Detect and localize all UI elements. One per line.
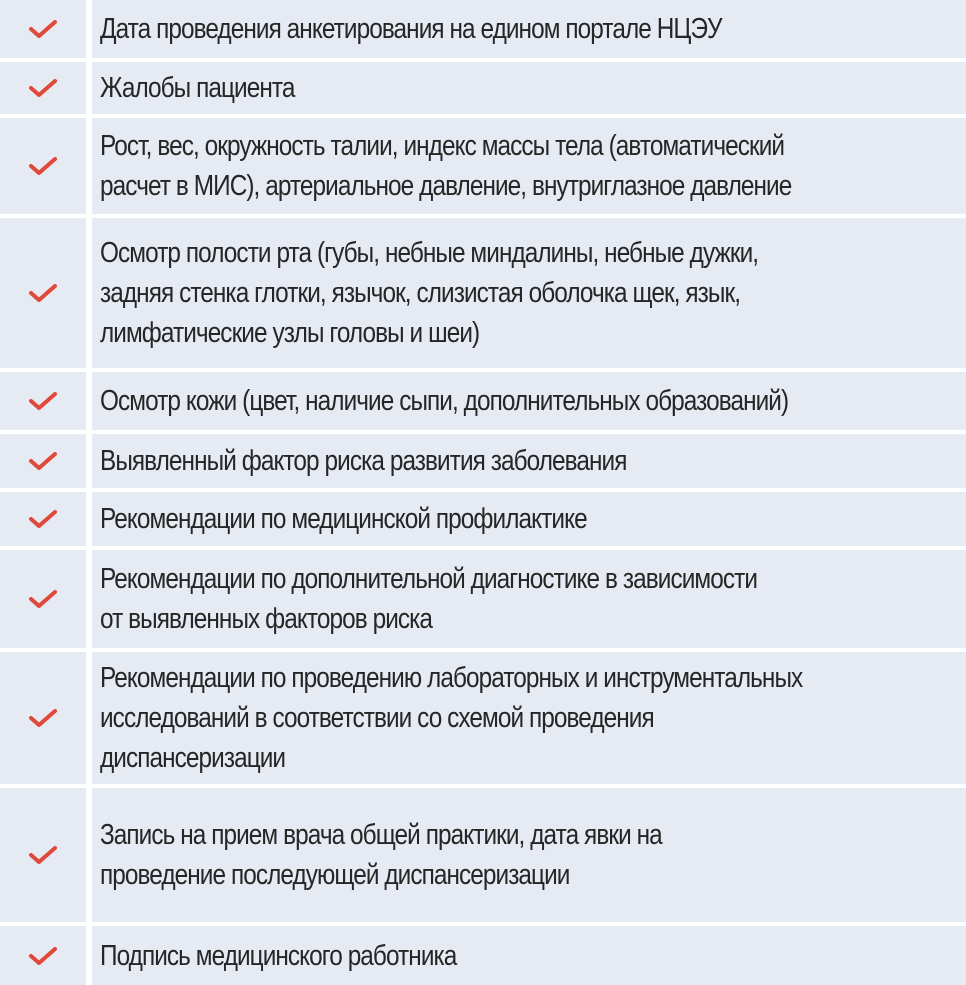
item-label: Рекомендации по проведению лабораторных и инструментальных исследований в соответствии со схемой проведения диспансеризации bbox=[100, 662, 803, 774]
list-item bbox=[0, 788, 966, 922]
check-mark-icon bbox=[28, 18, 58, 40]
item-text-cell bbox=[92, 218, 966, 368]
item-text-cell bbox=[92, 372, 966, 430]
item-label: Запись на прием врача общей практики, дата явки на проведение последующей диспансеризации bbox=[100, 819, 662, 891]
item-text-cell bbox=[92, 550, 966, 648]
item-label: Рост, вес, окружность талии, индекс массы тела (автоматический расчет в МИС), артериальное давление, внутриглазное давление bbox=[100, 130, 792, 202]
check-cell bbox=[0, 62, 86, 114]
check-mark-icon bbox=[28, 588, 58, 610]
check-cell bbox=[0, 788, 86, 922]
list-item bbox=[0, 492, 966, 546]
item-text-cell bbox=[92, 788, 966, 922]
list-item bbox=[0, 118, 966, 214]
check-cell bbox=[0, 434, 86, 488]
item-label: Дата проведения анкетирования на едином портале НЦЭУ bbox=[100, 13, 722, 45]
check-cell bbox=[0, 372, 86, 430]
check-cell bbox=[0, 492, 86, 546]
check-mark-icon bbox=[28, 155, 58, 177]
item-text-cell bbox=[92, 926, 966, 985]
check-mark-icon bbox=[28, 450, 58, 472]
list-item bbox=[0, 434, 966, 488]
item-text-cell bbox=[92, 652, 966, 784]
list-item bbox=[0, 926, 966, 985]
item-label: Выявленный фактор риска развития заболевания bbox=[100, 445, 627, 477]
item-label: Подпись медицинского работника bbox=[100, 939, 457, 972]
list-item bbox=[0, 550, 966, 648]
check-cell bbox=[0, 0, 86, 58]
check-mark-icon bbox=[28, 282, 58, 304]
list-item bbox=[0, 0, 966, 58]
item-text-cell bbox=[92, 0, 966, 58]
list-item bbox=[0, 372, 966, 430]
item-text-cell bbox=[92, 118, 966, 214]
item-label: Рекомендации по медицинской профилактике bbox=[100, 503, 587, 535]
item-label: Осмотр полости рта (губы, небные миндалины, небные дужки, задняя стенка глотки, язычок, слизистая оболочка щек, язык, лимфатические узлы головы и шеи) bbox=[100, 237, 759, 349]
check-cell bbox=[0, 652, 86, 784]
item-label: Жалобы пациента bbox=[100, 72, 295, 104]
item-label: Рекомендации по дополнительной диагностике в зависимости от выявленных факторов риска bbox=[100, 563, 758, 635]
item-text-cell bbox=[92, 62, 966, 114]
item-label: Осмотр кожи (цвет, наличие сыпи, дополнительных образований) bbox=[100, 385, 789, 417]
check-mark-icon bbox=[28, 390, 58, 412]
check-mark-icon bbox=[28, 945, 58, 967]
check-cell bbox=[0, 118, 86, 214]
list-item bbox=[0, 62, 966, 114]
check-mark-icon bbox=[28, 844, 58, 866]
check-cell bbox=[0, 926, 86, 985]
check-mark-icon bbox=[28, 77, 58, 99]
list-item bbox=[0, 652, 966, 784]
check-mark-icon bbox=[28, 707, 58, 729]
item-text-cell bbox=[92, 492, 966, 546]
check-mark-icon bbox=[28, 508, 58, 530]
list-item bbox=[0, 218, 966, 368]
item-text-cell bbox=[92, 434, 966, 488]
check-cell bbox=[0, 550, 86, 648]
check-cell bbox=[0, 218, 86, 368]
